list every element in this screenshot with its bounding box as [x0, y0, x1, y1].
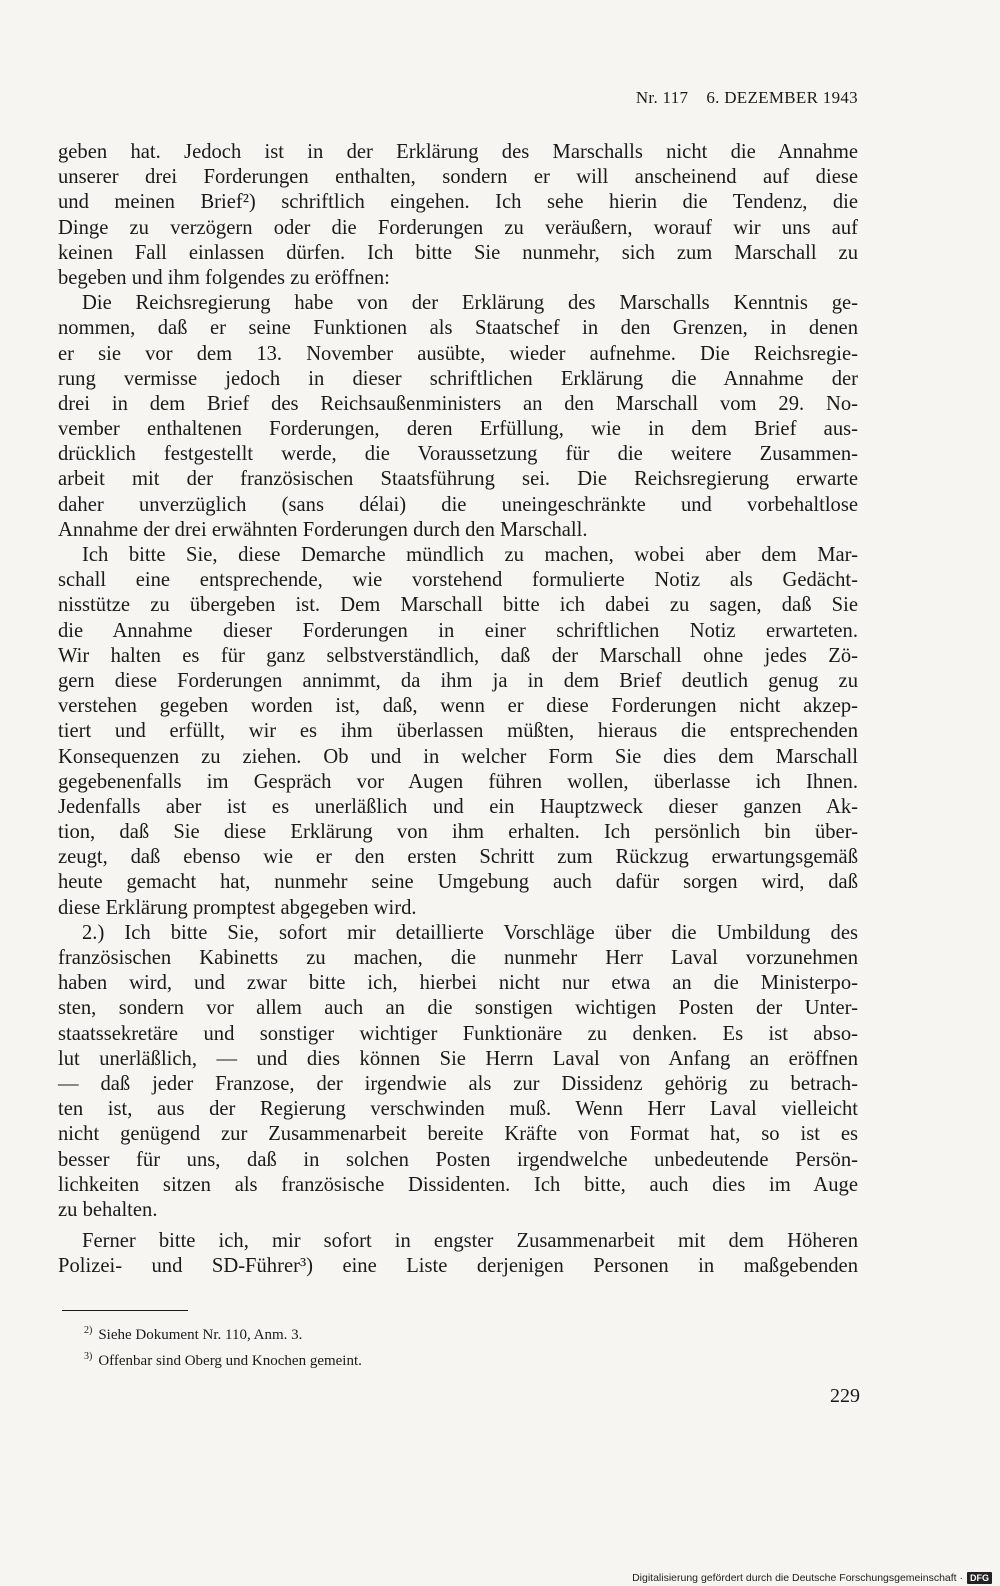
- text-line: und meinen Brief²) schriftlich eingehen. Ich sehe hierin die Tendenz, die: [58, 191, 858, 214]
- text-line: daher unverzüglich (sans délai) die uneingeschränkte und vorbehaltlose: [58, 493, 858, 516]
- text-line: Polizei- und SD-Führer³) eine Liste derjenigen Personen in maßgebenden: [58, 1255, 858, 1278]
- text-line: nicht genügend zur Zusammenarbeit bereite Kräfte von Format hat, so ist es: [58, 1123, 858, 1146]
- digitization-footer: [0, 1570, 1000, 1586]
- footnote-mark: 3): [84, 1351, 93, 1362]
- text-line: tiert und erfüllt, wir es ihm überlassen müßten, hieraus die entsprechenden: [58, 720, 858, 743]
- text-line: ten ist, aus der Regierung verschwinden muß. Wenn Herr Laval vielleicht: [58, 1098, 858, 1121]
- text-line: besser für uns, daß in solchen Posten irgendwelche unbedeutende Persön-: [58, 1148, 858, 1171]
- text-line: arbeit mit der französischen Staatsführung sei. Die Reichsregierung erwarte: [58, 468, 858, 491]
- document-date: 6. DEZEMBER 1943: [706, 88, 858, 107]
- text-line: Dinge zu verzögern oder die Forderungen zu veräußern, worauf wir uns auf: [58, 216, 858, 239]
- text-line: drücklich festgestellt werde, die Voraussetzung für die weitere Zusammen-: [58, 443, 858, 466]
- text-line: Annahme der drei erwähnten Forderungen durch den Marschall.: [58, 518, 588, 541]
- text-line: Konsequenzen zu ziehen. Ob und in welcher Form Sie dies dem Marschall: [58, 745, 858, 768]
- text-line: tion, daß Sie diese Erklärung von ihm erhalten. Ich persönlich bin über-: [58, 821, 858, 844]
- text-line: er sie vor dem 13. November ausübte, wieder aufnehme. Die Reichsregie-: [58, 342, 858, 365]
- footnote-text: Siehe Dokument Nr. 110, Anm. 3.: [98, 1327, 303, 1343]
- text-line: 2.) Ich bitte Sie, sofort mir detaillierte Vorschläge über die Umbildung des: [82, 921, 858, 944]
- page-number: 229: [830, 1385, 860, 1407]
- text-line: keinen Fall einlassen dürfen. Ich bitte Sie nunmehr, sich zum Marschall zu: [58, 241, 858, 264]
- text-line: Ferner bitte ich, mir sofort in engster Zusammenarbeit mit dem Höheren: [82, 1230, 858, 1253]
- dfg-logo: DFG: [967, 1572, 992, 1584]
- running-header: [636, 88, 858, 108]
- text-line: lut unerläßlich, — und dies können Sie Herrn Laval von Anfang an eröffnen: [58, 1047, 858, 1070]
- footnote-text: Offenbar sind Oberg und Knochen gemeint.: [98, 1353, 362, 1369]
- text-line: begeben und ihm folgendes zu eröffnen:: [58, 266, 390, 289]
- text-line: unserer drei Forderungen enthalten, sondern er will anscheinend auf diese: [58, 166, 858, 189]
- text-line: die Annahme dieser Forderungen in einer schriftlichen Notiz erwarteten.: [58, 619, 858, 642]
- text-line: Wir halten es für ganz selbstverständlich, daß der Marschall ohne jedes Zö-: [58, 644, 858, 667]
- text-line: lichkeiten sitzen als französische Dissidenten. Ich bitte, auch dies im Auge: [58, 1173, 858, 1196]
- text-line: Die Reichsregierung habe von der Erklärung des Marschalls Kenntnis ge-: [82, 292, 858, 315]
- footnotes: [84, 1320, 362, 1372]
- footnote-separator: [62, 1310, 188, 1311]
- footnote-mark: 2): [84, 1325, 93, 1336]
- text-line: geben hat. Jedoch ist in der Erklärung des Marschalls nicht die Annahme: [58, 141, 858, 163]
- document-number: Nr. 117: [635, 88, 689, 107]
- text-line: gern diese Forderungen annimmt, da ihm ja in dem Brief deutlich genug zu: [58, 669, 858, 692]
- text-line: diese Erklärung promptest abgegeben wird.: [58, 896, 417, 919]
- text-line: Jedenfalls aber ist es unerläßlich und ein Hauptzweck dieser ganzen Ak-: [58, 795, 858, 818]
- text-line: — daß jeder Franzose, der irgendwie als zur Dissidenz gehörig zu betrach-: [58, 1072, 858, 1095]
- text-line: drei in dem Brief des Reichsaußenministers an den Marschall vom 29. No-: [58, 392, 858, 415]
- footer-credit: Digitalisierung gefördert durch die Deutsche Forschungsgemeinschaft ·: [632, 1572, 963, 1584]
- text-line: französischen Kabinetts zu machen, die nunmehr Herr Laval vorzunehmen: [58, 947, 858, 969]
- text-line: zeugt, daß ebenso wie er den ersten Schritt zum Rückzug erwartungsgemäß: [58, 846, 858, 869]
- text-line: heute gemacht hat, nunmehr seine Umgebung auch dafür sorgen wird, daß: [58, 871, 858, 894]
- footnote-3: [84, 1346, 362, 1372]
- text-line: sten, sondern vor allem auch an die sonstigen wichtigen Posten der Unter-: [58, 997, 858, 1020]
- text-line: zu behalten.: [58, 1198, 158, 1221]
- text-line: verstehen gegeben worden ist, daß, wenn er diese Forderungen nicht akzep-: [58, 695, 858, 718]
- text-line: schall eine entsprechende, wie vorstehend formulierte Notiz als Gedächt-: [58, 569, 858, 592]
- text-line: staatssekretäre und sonstiger wichtiger Funktionäre zu denken. Es ist abso-: [58, 1022, 858, 1045]
- text-line: vember enthaltenen Forderungen, deren Erfüllung, wie in dem Brief aus-: [58, 418, 858, 441]
- text-line: nisstütze zu übergeben ist. Dem Marschall bitte ich dabei zu sagen, daß Sie: [58, 594, 858, 617]
- text-line: gegebenenfalls im Gespräch vor Augen führen wollen, überlasse ich Ihnen.: [58, 770, 858, 793]
- footnote-2: [84, 1320, 362, 1346]
- body-text: [58, 140, 858, 1279]
- text-line: Ich bitte Sie, diese Demarche mündlich zu machen, wobei aber dem Mar-: [82, 544, 858, 566]
- text-line: nommen, daß er seine Funktionen als Staatschef in den Grenzen, in denen: [58, 317, 858, 340]
- text-line: haben wird, und zwar bitte ich, hierbei nicht nur etwa an die Ministerpo-: [58, 972, 858, 995]
- text-line: rung vermisse jedoch in dieser schriftlichen Erklärung die Annahme der: [58, 367, 858, 390]
